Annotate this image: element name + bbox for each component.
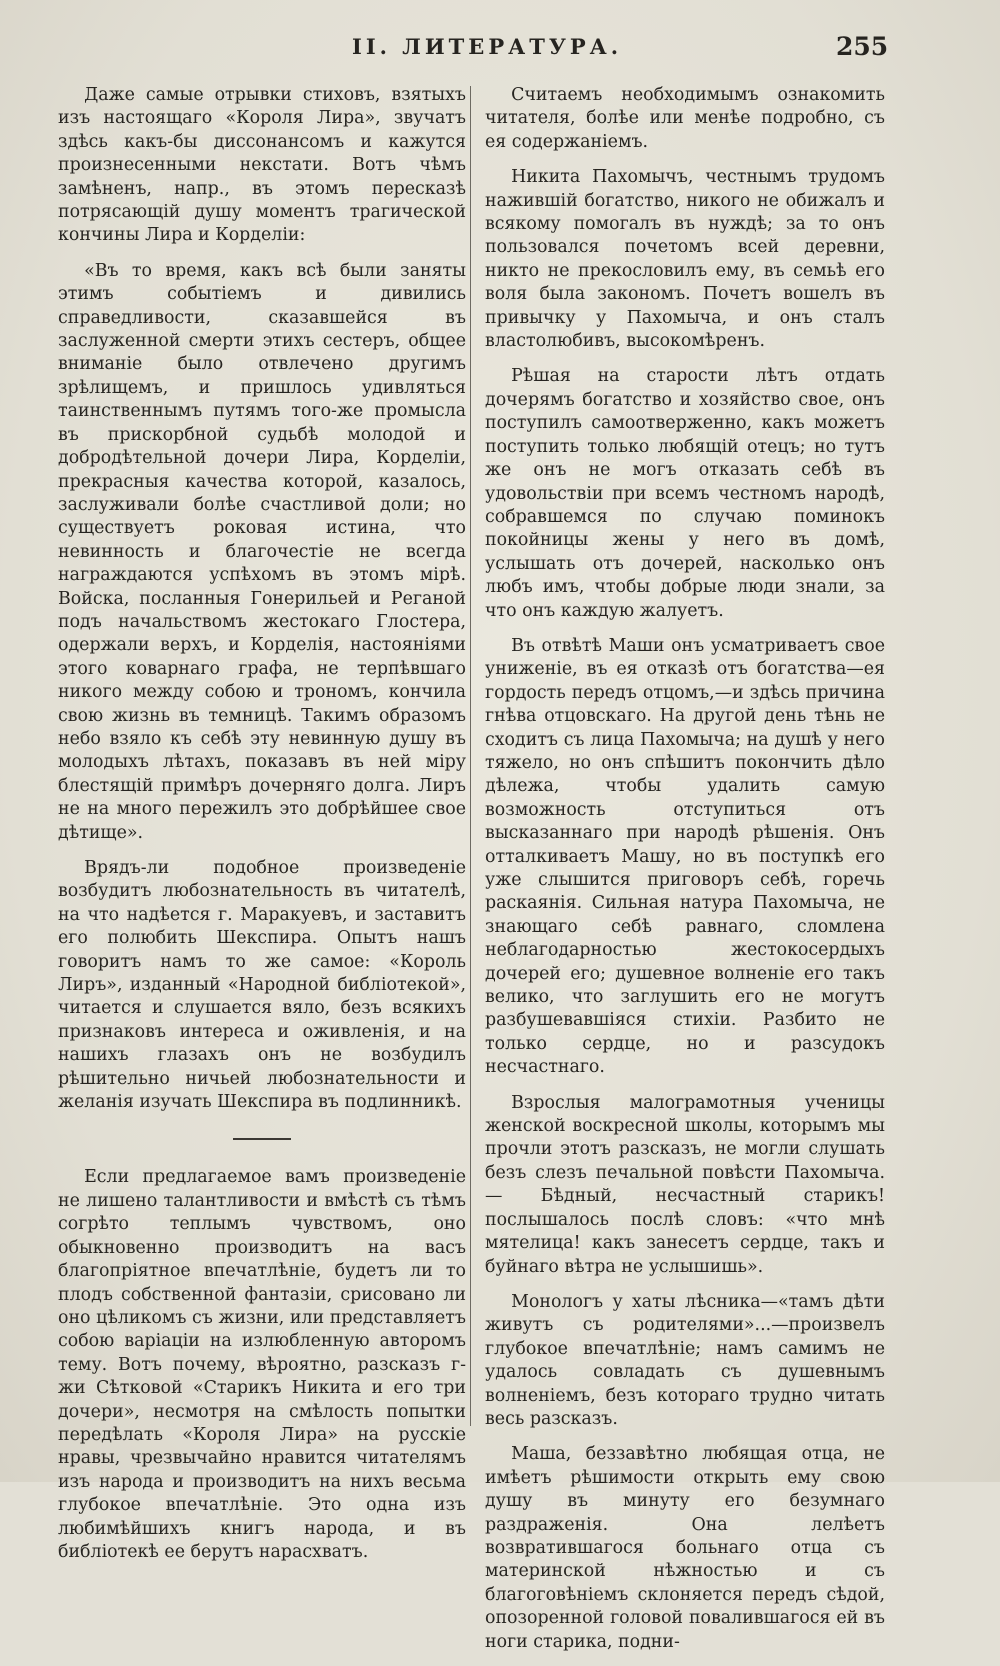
page-number: 255 bbox=[836, 32, 889, 61]
paragraph: Въ отвѣтѣ Маши онъ усматриваетъ свое униженіе, въ ея отказѣ отъ богатства—ея гордость передъ отцомъ,—и здѣсь причина гнѣва отцовскаго. На другой день тѣнь не сходитъ съ лица Пахомыча; на душѣ у него тяжело, но онъ спѣшитъ покончить дѣло дѣлежа, чтобы удалить самую возможность отступиться отъ высказаннаго при народѣ рѣшенія. Онъ отталкиваетъ Машу, но въ поступкѣ его уже слышится приговоръ себѣ, горечь раскаянія. Сильная натура Пахомыча, не знающаго себѣ равнаго, сломлена неблагодарностью жестокосердыхъ дочерей его; душевное волненіе его такъ велико, что заглушить его не могутъ разбушевавшіяся стихіи. Разбито не только сердце, но и разсудокъ несчастнаго. bbox=[485, 635, 885, 1078]
paragraph: Считаемъ необходимымъ ознакомить читателя, болѣе или менѣе подробно, съ ея содержаніемъ. bbox=[485, 85, 885, 152]
paragraph: Монологъ у хаты лѣсника—«тамъ дѣти живутъ съ родителями»...—произвелъ глубокое впечатлѣніе; намъ самимъ не удалось совладать съ душевнымъ волненіемъ, безъ котораго трудно читать весь разсказъ. bbox=[485, 1291, 885, 1429]
paragraph: Никита Пахомычъ, честнымъ трудомъ нажившій богатство, никого не обижалъ и всякому помогалъ въ нуждѣ; за то онъ пользовался почетомъ всей деревни, никто не прекословилъ ему, въ семьѣ его воля была закономъ. Почетъ вошелъ въ привычку у Пахомыча, и онъ сталъ властолюбивъ, высокомѣренъ. bbox=[485, 167, 885, 352]
paragraph: Врядъ-ли подобное произведеніе возбудитъ любознательность въ читателѣ, на что надѣется г. Маракуевъ, и заставитъ его полюбить Шекспира. Опытъ нашъ говоритъ намъ то же самое: «Король Лиръ», изданный «Народной библіотекой», читается и слушается вяло, безъ всякихъ признаковъ интереса и оживленія, и на нашихъ глазахъ онъ не возбудилъ рѣшительно ничьей любознательности и желанія изучать Шекспира въ подлинникѣ. bbox=[58, 858, 466, 1113]
quotation-paragraph: «Въ то время, какъ всѣ были заняты этимъ событіемъ и дивились справедливости, сказавшейся въ заслуженной смерти этихъ сестеръ, общее вниманіе было отвлечено другимъ зрѣлищемъ, и пришлось удивляться таинственнымъ путямъ того-же промысла въ прискорбной судьбѣ молодой и добродѣтельной дочери Лира, Корделіи, прекрасныя качества которой, казалось, заслуживали болѣе счастливой доли; но существуетъ роковая истина, что невинность и благочестіе не всегда награждаются успѣхомъ въ этомъ мірѣ. Войска, посланныя Гонерильей и Реганой подъ начальствомъ жестокаго Глостера, одержали верхъ, и Корделія, настояніями этого коварнаго графа, не терпѣвшаго никого между собою и трономъ, кончила свою жизнь въ темницѣ. Такимъ образомъ небо взяло къ себѣ эту невинную душу въ молодыхъ лѣтахъ, показавъ въ ней міру блестящій примѣръ дочерняго долга. Лиръ не на много пережилъ это добрѣйшее свое дѣтище». bbox=[58, 260, 466, 843]
left-column bbox=[58, 84, 466, 1576]
paragraph: Если предлагаемое вамъ произведеніе не лишено талантливости и вмѣстѣ съ тѣмъ согрѣто теплымъ чувствомъ, оно обыкновенно производитъ на васъ благопріятное впечатлѣніе, будетъ ли то плодъ собственной фантазіи, срисовано ли оно цѣликомъ съ жизни, или представляетъ собою варіаціи на излюбленную авторомъ тему. Вотъ почему, вѣроятно, разсказъ г-жи Сѣтковой «Старикъ Никита и его три дочери», несмотря на смѣлость попытки передѣлать «Короля Лира» на русскіе нравы, чрезвычайно нравится читателямъ изъ народа и производитъ на нихъ весьма глубокое впечатлѣніе. Это одна изъ любимѣйшихъ книгъ народа, и въ библіотекѣ ее берутъ нарасхватъ. bbox=[58, 1167, 466, 1562]
paragraph: Даже самые отрывки стиховъ, взятыхъ изъ настоящаго «Короля Лира», звучатъ здѣсь какъ-бы диссонансомъ и кажутся произнесенными некстати. Вотъ чѣмъ замѣненъ, напр., въ этомъ пересказѣ потрясающій душу моментъ трагической кончины Лира и Корделіи: bbox=[58, 85, 466, 246]
section-divider bbox=[233, 1138, 291, 1140]
section-title: II. ЛИТЕРАТУРА. bbox=[352, 34, 623, 59]
paragraph: Взрослыя малограмотныя ученицы женской воскресной школы, которымъ мы прочли этотъ разсказъ, не могли слушать безъ слезъ печальной повѣсти Пахомыча. — Бѣдный, несчастный старикъ! послышалось послѣ словъ: «что мнѣ мятелица! какъ занесетъ сердце, такъ и буйнаго вѣтра не услышишь». bbox=[485, 1092, 885, 1277]
right-column bbox=[485, 84, 885, 1666]
paragraph: Рѣшая на старости лѣтъ отдать дочерямъ богатство и хозяйство свое, онъ поступилъ самоотверженно, какъ можетъ поступить только любящій отецъ; но тутъ же онъ не могъ отказать себѣ въ удовольствіи при всемъ честномъ народѣ, собравшемся по случаю поминокъ покойницы жены у него въ домѣ, услышать отъ дочерей, насколько онъ любъ имъ, чтобы добрые люди знали, за что онъ каждую жалуетъ. bbox=[485, 366, 885, 621]
running-header bbox=[0, 30, 1000, 66]
paragraph: Маша, беззавѣтно любящая отца, не имѣетъ рѣшимости открыть ему свою душу въ минуту его безумнаго раздраженія. Она лелѣетъ возвратившагося больнаго отца съ материнской нѣжностью и съ благоговѣніемъ склоняется передъ сѣдой, опозоренной головой повалившагося ей въ ноги старика, подни- bbox=[485, 1444, 885, 1652]
column-separator bbox=[470, 86, 471, 1426]
